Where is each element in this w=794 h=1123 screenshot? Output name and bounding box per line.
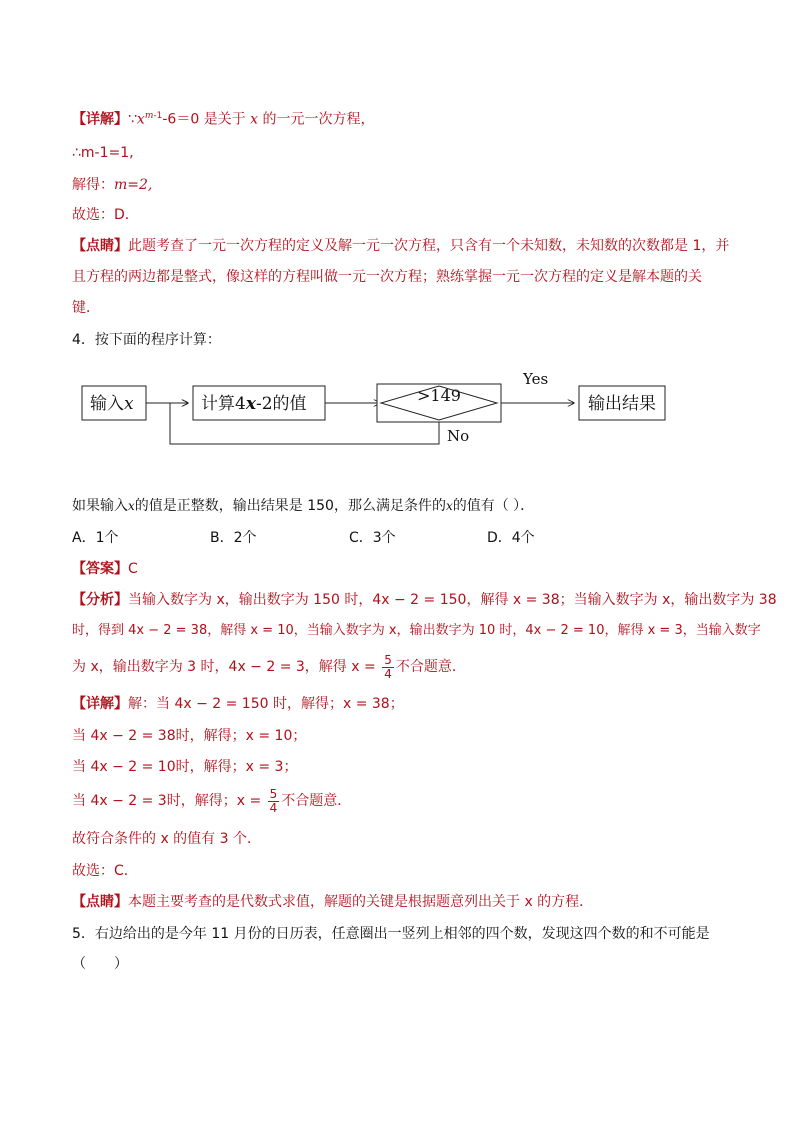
q5-title-line2: （ ）	[72, 956, 128, 972]
detail-frac-den: 4	[269, 800, 278, 815]
option-c[interactable]: C．3个	[349, 530, 396, 546]
answer-tag: 【答案】	[72, 561, 128, 577]
q3-step2	[72, 175, 732, 195]
q4-detail-line1	[72, 694, 732, 714]
analysis-fraction	[382, 654, 394, 681]
detail-exponent-tail: -1	[153, 111, 163, 121]
q4-title: 4．按下面的程序计算：	[72, 332, 221, 348]
analysis-line1-text: 当输入数字为 x，输出数字为 150 时，4x − 2 = 150，解得 x = 38；当输入数字为 x，输出数字为 38	[128, 592, 777, 608]
q4-flowchart	[72, 360, 692, 460]
question-part-c: 的值有（ ）．	[452, 498, 535, 514]
option-d[interactable]: D．4个	[487, 530, 535, 546]
q4-choose: 故选：C．	[72, 863, 138, 879]
q3-detail-line	[72, 106, 732, 130]
q4-answer	[72, 559, 732, 579]
q3-step1: ∴m-1=1,	[72, 145, 134, 161]
q4-comment	[72, 892, 732, 912]
detail-line4-b: 不合题意．	[281, 793, 352, 809]
detail-x2: x	[250, 111, 259, 128]
detail-tag: 【详解】	[72, 111, 128, 128]
q4-detail-line2: 当 4x − 2 = 38时，解得；x = 10；	[72, 728, 307, 744]
analysis-line3-b: 不合题意．	[395, 659, 466, 675]
q4-comment-text: 本题主要考查的是代数式求值，解题的关键是根据题意列出关于 x 的方程．	[128, 894, 594, 910]
detail-equation-desc: 的一元一次方程，	[262, 111, 375, 128]
analysis-line3-a: 为 x，输出数字为 3 时，4x − 2 = 3，解得 x =	[72, 659, 376, 675]
answer-value: C	[128, 561, 138, 577]
detail-fraction	[268, 788, 280, 815]
no-label: No	[447, 427, 470, 445]
option-b[interactable]: B．2个	[210, 530, 257, 546]
q5-title-line1: 5．右边给出的是今年 11 月份的日历表，任意圈出一竖列上相邻的四个数，发现这四个数的和不可能是	[72, 926, 710, 942]
output-text: 输出结果	[588, 394, 656, 414]
detail-exponent-m: m	[144, 111, 154, 121]
q3-comment-line3: 键．	[72, 300, 100, 316]
input-text: 输入x	[90, 394, 134, 414]
q4-conclusion: 故符合条件的 x 的值有 3 个．	[72, 831, 261, 847]
analysis-frac-num: 5	[384, 652, 392, 667]
step2-value: m=2,	[114, 177, 153, 193]
question-x2: x	[445, 499, 453, 513]
q4-analysis-line2: 时，得到 4x − 2 = 38，解得 x = 10，当输入数字为 x，输出数字为 10 时，4x − 2 = 10，解得 x = 3，当输入数字	[72, 623, 761, 638]
q4-detail-line3: 当 4x − 2 = 10时，解得；x = 3；	[72, 759, 298, 775]
question-part-a: 如果输入	[72, 498, 128, 514]
q4-question	[72, 496, 732, 516]
compute-text: 计算4x-2的值	[201, 394, 307, 414]
question-part-b: 的值是正整数，输出结果是 150，那么满足条件的	[134, 498, 446, 514]
detail-frac-num: 5	[269, 786, 278, 801]
option-a[interactable]: A．1个	[72, 530, 119, 546]
q3-comment-line2: 且方程的两边都是整式，像这样的方程叫做一元一次方程；熟练掌握一元一次方程的定义是解本题的关	[72, 269, 702, 285]
step2-label: 解得：	[72, 177, 114, 193]
q4-comment-tag: 【点睛】	[72, 894, 128, 910]
question-x: x	[128, 499, 135, 513]
analysis-tag: 【分析】	[72, 592, 128, 608]
detail-line4-a: 当 4x − 2 = 3时，解得；x =	[72, 793, 262, 809]
q4-detail-line4	[72, 786, 732, 816]
comment-line1-text: 此题考查了一元一次方程的定义及解一元一次方程，只含有一个未知数，未知数的次数都是 1，并	[128, 238, 730, 254]
detail-equation-text: -6＝0 是关于	[162, 111, 246, 128]
detail-therefore-symbol: ∵	[128, 111, 137, 128]
comment-tag: 【点睛】	[72, 238, 128, 254]
q4-detail-line1-text: 解：当 4x − 2 = 150 时，解得；x = 38；	[128, 696, 404, 712]
q4-detail-tag: 【详解】	[72, 696, 128, 712]
q3-comment-line1	[72, 236, 732, 256]
yes-label: Yes	[523, 370, 549, 388]
q4-analysis-line1	[72, 590, 777, 610]
detail-x: x	[136, 111, 145, 128]
q3-choose: 故选：D．	[72, 207, 139, 223]
decision-condition: >149	[417, 386, 461, 405]
q4-analysis-line3	[72, 652, 732, 682]
analysis-frac-den: 4	[384, 666, 392, 681]
